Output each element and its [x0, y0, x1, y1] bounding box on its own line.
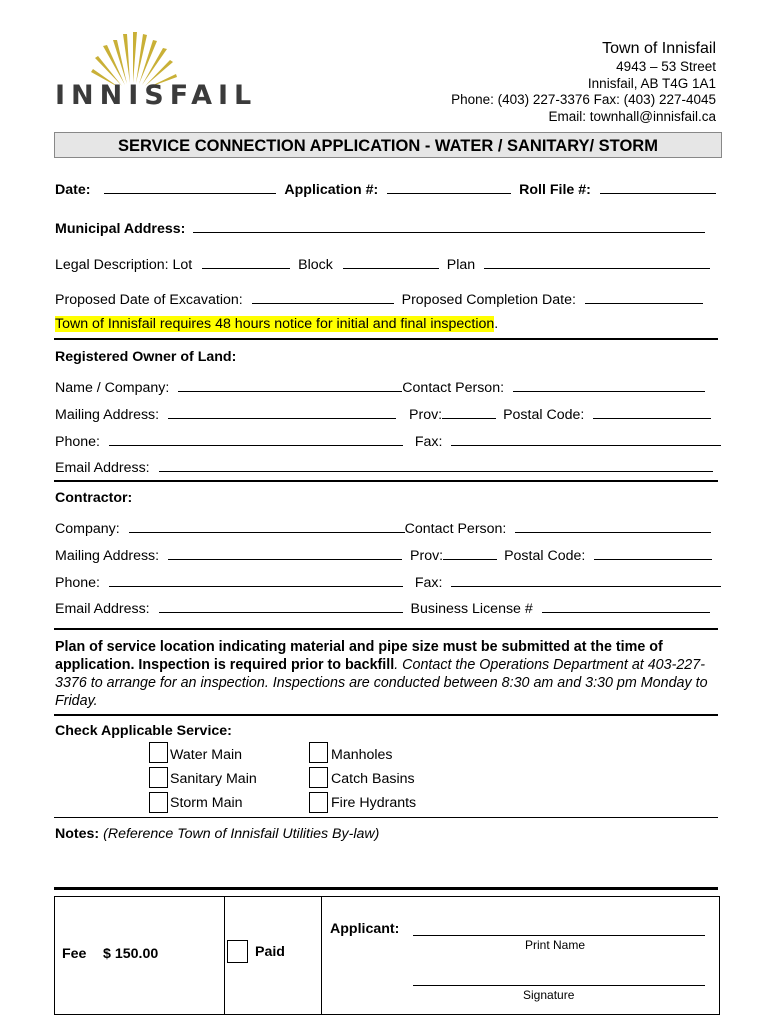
- inspection-notice: [55, 316, 498, 332]
- contractor-prov-field[interactable]: [443, 546, 497, 560]
- fee-amount: $ 150.00: [103, 946, 159, 962]
- legal-lot-label: Legal Description: Lot: [55, 257, 193, 273]
- owner-postal-label: Postal Code:: [503, 407, 585, 423]
- municipal-address-row: [55, 219, 705, 237]
- form-title: SERVICE CONNECTION APPLICATION - WATER / SANITARY/ STORM: [54, 132, 722, 158]
- contractor-postal-field[interactable]: [594, 546, 712, 560]
- fee-table: [54, 896, 720, 1015]
- lot-field[interactable]: [202, 255, 290, 269]
- paid-label: Paid: [255, 944, 285, 960]
- owner-postal-field[interactable]: [593, 405, 711, 419]
- notes-text: (Reference Town of Innisfail Utilities By-law): [99, 826, 380, 842]
- municipal-address-field[interactable]: [193, 219, 705, 233]
- paid-checkbox[interactable]: [227, 940, 248, 963]
- contractor-phone-label: Phone:: [55, 575, 100, 591]
- owner-prov-label: Prov:: [409, 407, 443, 423]
- owner-contact-field[interactable]: [513, 378, 705, 392]
- town-city: Innisfail, AB T4G 1A1: [587, 75, 716, 91]
- contractor-company-label: Company:: [55, 521, 120, 537]
- contractor-contact-field[interactable]: [515, 519, 711, 533]
- contractor-company-row: [55, 519, 711, 537]
- fire-hydrants-checkbox[interactable]: [309, 792, 328, 813]
- contractor-contact-label: Contact Person:: [404, 521, 507, 537]
- town-name: Town of Innisfail: [602, 40, 716, 57]
- town-contact-block: [451, 39, 716, 125]
- contractor-email-row: [55, 599, 710, 617]
- contractor-email-field[interactable]: [159, 599, 403, 613]
- fire-hydrants-label: Fire Hydrants: [331, 795, 417, 811]
- owner-email-row: [55, 458, 713, 476]
- owner-name-label: Name / Company:: [55, 380, 170, 396]
- water-main-checkbox[interactable]: [149, 742, 168, 763]
- divider-2: [54, 480, 718, 482]
- owner-phone-label: Phone:: [55, 434, 100, 450]
- inspection-notice-period: .: [494, 316, 499, 332]
- fee-table-divider-2: [321, 897, 322, 1014]
- manholes-label: Manholes: [331, 747, 393, 763]
- owner-contact-label: Contact Person:: [402, 380, 505, 396]
- town-street: 4943 – 53 Street: [616, 59, 716, 74]
- block-field[interactable]: [343, 255, 439, 269]
- contractor-email-label: Email Address:: [55, 601, 150, 617]
- owner-name-row: [55, 378, 705, 396]
- business-license-label: Business License #: [410, 601, 533, 617]
- water-main-label: Water Main: [170, 747, 243, 763]
- contractor-company-field[interactable]: [129, 519, 405, 533]
- contractor-mailing-row: [55, 546, 712, 564]
- contractor-fax-field[interactable]: [451, 573, 721, 587]
- owner-fax-field[interactable]: [451, 432, 721, 446]
- notes-row: [55, 826, 379, 842]
- storm-main-checkbox[interactable]: [149, 792, 168, 813]
- municipal-address-label: Municipal Address:: [55, 221, 186, 237]
- roll-file-label: Roll File #:: [519, 182, 591, 198]
- contractor-prov-label: Prov:: [410, 548, 444, 564]
- sanitary-main-checkbox[interactable]: [149, 767, 168, 788]
- plan-field[interactable]: [484, 255, 710, 269]
- applicant-label: Applicant:: [330, 921, 400, 937]
- print-name-caption: Print Name: [525, 938, 586, 952]
- business-license-field[interactable]: [542, 599, 710, 613]
- legal-description-row: [55, 255, 710, 273]
- inspection-notice-highlight: Town of Innisfail requires 48 hours notice for initial and final inspection: [55, 316, 495, 332]
- divider-1: [54, 338, 718, 340]
- owner-mailing-row: [55, 405, 711, 423]
- town-logo: [55, 30, 258, 111]
- manholes-checkbox[interactable]: [309, 742, 328, 763]
- catch-basins-checkbox[interactable]: [309, 767, 328, 788]
- completion-date-field[interactable]: [585, 290, 703, 304]
- contractor-mailing-field[interactable]: [168, 546, 402, 560]
- excavation-date-field[interactable]: [252, 290, 394, 304]
- print-name-field[interactable]: [413, 935, 705, 936]
- signature-field[interactable]: [413, 985, 705, 986]
- contractor-heading: Contractor:: [55, 490, 133, 506]
- contractor-phone-field[interactable]: [109, 573, 403, 587]
- block-label: Block: [298, 257, 333, 273]
- divider-3: [54, 628, 718, 630]
- date-row: [55, 180, 716, 198]
- excavation-row: [55, 290, 703, 308]
- application-number-field[interactable]: [387, 180, 511, 194]
- signature-caption: Signature: [523, 988, 575, 1002]
- contractor-postal-label: Postal Code:: [504, 548, 586, 564]
- sanitary-main-label: Sanitary Main: [170, 771, 257, 787]
- roll-file-field[interactable]: [600, 180, 716, 194]
- fee-table-divider-1: [224, 897, 225, 1014]
- fee-label: Fee: [62, 946, 87, 962]
- owner-name-field[interactable]: [178, 378, 402, 392]
- contractor-fax-label: Fax:: [414, 575, 443, 591]
- completion-date-label: Proposed Completion Date:: [401, 292, 576, 308]
- owner-phone-field[interactable]: [109, 432, 403, 446]
- divider-6: [54, 887, 718, 890]
- owner-heading: Registered Owner of Land:: [55, 349, 237, 365]
- town-phone-fax: Phone: (403) 227-3376 Fax: (403) 227-4045: [451, 92, 716, 108]
- catch-basins-label: Catch Basins: [331, 771, 415, 787]
- plan-notice-italic: . Contact the Operations Department at 403-227-3376 to arrange for an inspection. Inspections are conducted between 8:30 am and 3:30 pm Monday to Friday.: [55, 657, 708, 709]
- owner-phone-row: [55, 432, 721, 450]
- plan-notice: [55, 638, 720, 710]
- logo-wordmark: INNISFAIL: [55, 80, 258, 111]
- storm-main-label: Storm Main: [170, 795, 243, 811]
- owner-email-field[interactable]: [159, 458, 713, 472]
- owner-email-label: Email Address:: [55, 460, 150, 476]
- notes-label: Notes:: [55, 826, 100, 842]
- owner-mailing-field[interactable]: [168, 405, 396, 419]
- plan-notice-bold: Plan of service location indicating material and pipe size must be submitted at the time of application. Inspection is required prior to backfill: [55, 639, 663, 673]
- plan-label: Plan: [446, 257, 476, 273]
- owner-prov-field[interactable]: [442, 405, 496, 419]
- date-label: Date:: [55, 182, 91, 198]
- owner-fax-label: Fax:: [414, 434, 443, 450]
- excavation-date-label: Proposed Date of Excavation:: [55, 292, 243, 308]
- owner-mailing-label: Mailing Address:: [55, 407, 160, 423]
- town-email: Email: townhall@innisfail.ca: [548, 108, 716, 124]
- application-number-label: Application #:: [284, 182, 379, 198]
- contractor-phone-row: [55, 573, 721, 591]
- services-heading: Check Applicable Service:: [55, 723, 232, 739]
- divider-4: [54, 714, 718, 716]
- contractor-mailing-label: Mailing Address:: [55, 548, 160, 564]
- divider-5: [54, 817, 718, 818]
- date-field[interactable]: [104, 180, 276, 194]
